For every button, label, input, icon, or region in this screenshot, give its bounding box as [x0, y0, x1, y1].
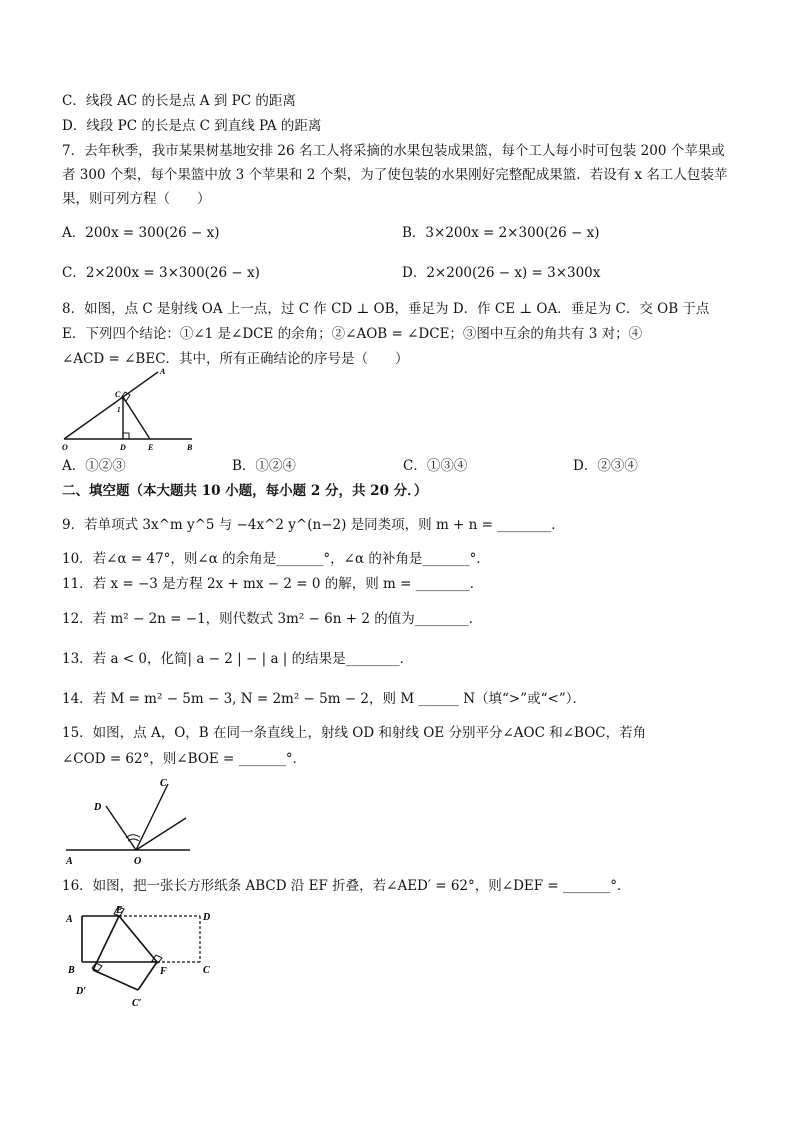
q8-text-line2: E．下列四个结论：①∠1 是∠DCE 的余角；②∠AOB = ∠DCE；③图中互余的角共有 3 对；④: [62, 326, 643, 342]
q15-label-d: D: [94, 802, 102, 813]
q15-text-line2: ∠COD = 62°，则∠BOE = _______°．: [62, 751, 307, 767]
q9-text: 9．若单项式 3x^m y^5 与 −4x^2 y^(n−2) 是同类项，则 m + n = ________．: [62, 517, 565, 533]
prev-option-c: C．线段 AC 的长是点 A 到 PC 的距离: [62, 93, 296, 109]
q15-label-a: A: [66, 856, 73, 867]
q7-text-line1: 7．去年秋季，我市某果树基地安排 26 名工人将采摘的水果包装成果篮，每个工人每小时可包装 200 个苹果或: [62, 143, 725, 159]
q16-label-e: E: [116, 905, 123, 916]
q8-text-line1: 8．如图，点 C 是射线 OA 上一点，过 C 作 CD ⊥ OB，垂足为 D．作 CE ⊥ OA．垂足为 C．交 OB 于点: [62, 301, 710, 317]
q15-label-o: O: [134, 856, 142, 867]
section-2-heading: 二、填空题（本大题共 10 小题，每小题 2 分，共 20 分．）: [62, 483, 428, 499]
q7-text-line3: 果，则可列方程（ ）: [62, 191, 211, 207]
q8-text-line3: ∠ACD = ∠BEC．其中，所有正确结论的序号是（ ）: [62, 351, 409, 367]
q14-text: 14．若 M = m² − 5m − 3, N = 2m² − 5m − 2，则 M ______ N（填“>”或“<”）．: [62, 691, 587, 707]
q16-label-b: B: [68, 965, 75, 976]
q16-text: 16．如图，把一张长方形纸条 ABCD 沿 EF 折叠，若∠AED′ = 62°，则∠DEF = _______°．: [62, 878, 631, 894]
q13-text: 13．若 a < 0，化简| a − 2 | − | a | 的结果是________．: [62, 651, 414, 667]
q8-label-c: C: [115, 390, 121, 399]
q8-label-o: O: [62, 443, 68, 452]
q11-text: 11．若 x = −3 是方程 2x + mx − 2 = 0 的解，则 m = ________．: [62, 576, 484, 592]
q7-option-c: C．2×200x = 3×300(26 − x): [62, 265, 260, 281]
q7-option-a: A．200x = 300(26 − x): [62, 225, 220, 241]
prev-option-d: D．线段 PC 的长是点 C 到直线 PA 的距离: [62, 118, 322, 134]
q16-label-a: A: [66, 914, 73, 925]
q7-option-d: D．2×200(26 − x) = 3×300x: [402, 265, 601, 281]
q15-label-c: C: [160, 778, 167, 789]
q16-label-c-prime: C′: [132, 998, 142, 1009]
q7-option-b: B．3×200x = 2×300(26 − x): [402, 225, 600, 241]
q8-option-a: A．①②③: [62, 458, 126, 474]
q8-label-d: D: [120, 443, 126, 452]
q15-text-line1: 15．如图，点 A，O，B 在同一条直线上，射线 OD 和射线 OE 分别平分∠AOC 和∠BOC，若角: [62, 725, 647, 741]
q16-label-f: F: [160, 966, 167, 977]
q16-label-c: C: [203, 965, 210, 976]
q16-label-d-prime: D′: [76, 986, 87, 997]
q8-label-1: 1: [117, 406, 121, 414]
q8-option-d: D．②③④: [573, 458, 638, 474]
q12-text: 12．若 m² − 2n = −1，则代数式 3m² − 6n + 2 的值为________．: [62, 611, 483, 627]
q8-label-e: E: [148, 443, 154, 452]
q16-figure: [62, 902, 222, 1022]
q8-option-c: C．①③④: [403, 458, 468, 474]
q8-figure: [60, 366, 200, 456]
q16-label-d: D: [203, 912, 211, 923]
q15-figure: [62, 772, 192, 867]
q7-text-line2: 者 300 个梨，每个果篮中放 3 个苹果和 2 个梨，为了使包装的水果刚好完整配成果篮．若设有 x 名工人包装苹: [62, 167, 728, 183]
q8-option-b: B．①②④: [232, 458, 296, 474]
q8-label-b: B: [187, 443, 193, 452]
q10-text: 10．若∠α = 47°，则∠α 的余角是_______°，∠α 的补角是_______°．: [62, 551, 490, 567]
q8-label-a: A: [160, 367, 166, 376]
